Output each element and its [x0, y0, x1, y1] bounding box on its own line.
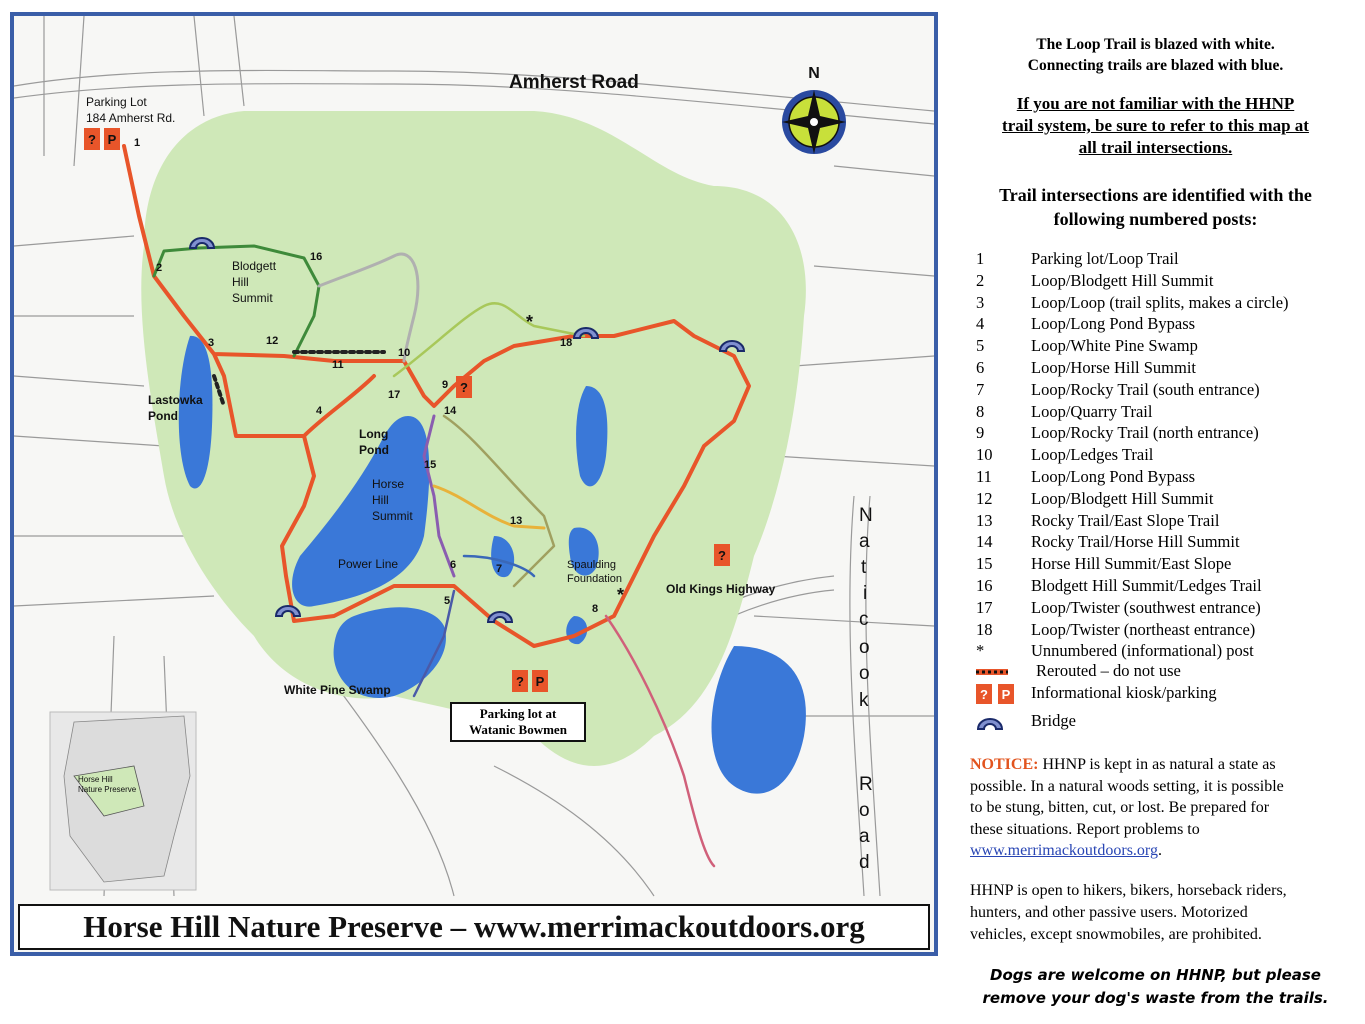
post-item: 14 Rocky Trail/Horse Hill Summit [976, 532, 1240, 552]
inset-label-2: Nature Preserve [78, 785, 137, 794]
spaulding-label-2: Foundation [567, 573, 623, 585]
svg-text:i: i [863, 583, 868, 604]
post-item: 10 Loop/Ledges Trail [976, 445, 1154, 465]
spaulding-label-1: Spaulding [567, 559, 616, 571]
svg-text:c: c [859, 609, 869, 630]
old-kings-highway-label: Old Kings Highway [666, 582, 776, 596]
inset-label-1: Horse Hill [78, 775, 113, 784]
legend-panel: The Loop Trail is blazed with white. Connecting trails are blazed with blue. If you are not familiar with the HHNP trail system, be sure to refer to this map at all trail intersections. Trail intersections are identified with the following numbered posts: 1 Parking lot/Loop Trail 2 Loop/Blodgett Hill Summit 3 Loop/Loop (trail splits, makes a circle) 4 Loop/Long Pond Bypass 5 Loop/White Pine Swamp 6 Loop/Horse Hill Summit 7 Loop/Rocky Trail (south entrance) 8 Loop/Quarry Trail 9 Loop/Rocky Trail (north entrance) 10 Loop/Ledges Trail 11 Loop/Long Pond Bypass 12 Loop/Blodgett Hill Summit 13 Rocky Trail/East Slope Trail 14 Rocky Trail/Horse Hill Summit 15 Horse Hill Summit/East Slope 16 Blodgett Hill Summit/Ledges Trail 17 Loop/Twister (southwest entrance) 18 Loop/Twister (northeast entrance) * Unnumbered (informational) post Rerouted – do not use ? P Informational kiosk/parking Bridge NOTICE: HHNP is kept in as natural a state as possible. In a natural woods setting, it is possible to be stung, bitten, cut, or lost. Be prepared for these situations. Report problems to www.merrimackoutdoors.org. HHNP is open to hikers, bikers, horseback riders, hunters, and other passive users. Motorized vehicles, except snowmobiles, are prohibited. Dogs are welcome on HHNP, but please remove your dog's waste from the trails. [946, 0, 1365, 1024]
post-item: 12 Loop/Blodgett Hill Summit [976, 488, 1214, 508]
trail-map [10, 12, 938, 956]
lastowka-label-2: Pond [148, 409, 178, 423]
post-item: 4 Loop/Long Pond Bypass [976, 314, 1196, 334]
post-item: 17 Loop/Twister (southwest entrance) [976, 597, 1261, 617]
compass-north-label: N [808, 65, 820, 82]
post-item: 16 Blodgett Hill Summit/Ledges Trail [976, 575, 1262, 595]
blaze-note: The Loop Trail is blazed with white. Connecting trails are blazed with blue. [1027, 36, 1284, 74]
post-item: 15 Horse Hill Summit/East Slope [976, 554, 1232, 574]
post-marker-2: 2 [156, 262, 163, 274]
svg-text:*: * [526, 312, 534, 332]
svg-text:?: ? [980, 687, 988, 702]
post-marker-7: 7 [496, 563, 503, 575]
blodgett-label-3: Summit [232, 291, 273, 305]
post-item: 13 Rocky Trail/East Slope Trail [976, 510, 1220, 530]
watanic-parking-label: Parking lot at Watanic Bowmen [450, 702, 586, 742]
website-link[interactable]: www.merrimackoutdoors.org [970, 842, 1158, 859]
post-marker-6: 6 [450, 559, 457, 571]
white-pine-swamp-label: White Pine Swamp [284, 683, 391, 697]
svg-text:?: ? [516, 674, 524, 689]
post-marker-17: 17 [388, 389, 401, 401]
post-item: 9 Loop/Rocky Trail (north entrance) [976, 423, 1259, 443]
post-marker-10: 10 [398, 347, 411, 359]
long-pond-label-1: Long [359, 427, 389, 441]
horse-hill-label-2: Hill [372, 493, 389, 507]
kiosk-center [456, 376, 472, 398]
svg-text:*: * [617, 585, 625, 605]
rerouted-swatch [976, 667, 1016, 679]
bridge-icon [976, 713, 1008, 733]
map-footer-title: Horse Hill Nature Preserve – www.merrimackoutdoors.org [18, 904, 930, 950]
horse-hill-label-3: Summit [372, 509, 413, 523]
southeast-pond [712, 646, 806, 794]
kiosk-old-kings [714, 544, 730, 566]
post-marker-18: 18 [560, 337, 573, 349]
post-item: 7 Loop/Rocky Trail (south entrance) [976, 379, 1260, 399]
svg-text:k: k [859, 690, 869, 711]
svg-text:d: d [859, 852, 870, 873]
blodgett-label-1: Blodgett [232, 259, 277, 273]
svg-text:o: o [859, 637, 870, 658]
posts-intro: Trail intersections are identified with the following numbered posts: [999, 185, 1312, 229]
parking-lot-address: 184 Amherst Rd. [86, 111, 176, 125]
kiosk-swatch [976, 683, 1024, 705]
post-marker-8: 8 [592, 603, 599, 615]
post-item: 3 Loop/Loop (trail splits, makes a circle) [976, 292, 1289, 312]
post-marker-13: 13 [510, 515, 523, 527]
blodgett-label-2: Hill [232, 275, 249, 289]
svg-text:t: t [861, 557, 867, 578]
post-marker-11: 11 [332, 359, 344, 371]
svg-text:P: P [535, 674, 545, 689]
post-marker-4: 4 [316, 405, 323, 417]
usage-note: HHNP is open to hikers, bikers, horseback riders, hunters, and other passive users. Motorized vehicles, except snowmobiles, are prohibited. [970, 882, 1287, 943]
post-item: 1 Parking lot/Loop Trail [976, 249, 1179, 268]
power-line-label: Power Line [338, 557, 399, 571]
svg-text:N: N [859, 505, 873, 526]
post-marker-16: 16 [310, 251, 323, 263]
long-pond-label-2: Pond [359, 443, 389, 457]
preserve-woods [141, 111, 806, 766]
svg-text:P: P [107, 132, 117, 147]
post-marker-5: 5 [444, 595, 451, 607]
parking-lot-label: Parking Lot [86, 95, 147, 109]
svg-text:a: a [859, 826, 870, 847]
svg-text:P: P [1001, 687, 1011, 702]
dogs-note: Dogs are welcome on HHNP, but please remove your dog's waste from the trails. [982, 966, 1329, 1007]
post-marker-3: 3 [208, 337, 215, 349]
svg-text:a: a [859, 531, 870, 552]
horse-hill-label-1: Horse [372, 477, 405, 491]
post-marker-9: 9 [442, 379, 449, 391]
post-marker-15: 15 [424, 459, 437, 471]
amherst-road-label: Amherst Road [509, 72, 639, 93]
compass-rose [782, 65, 846, 154]
lastowka-label-1: Lastowka [148, 393, 203, 407]
post-list [976, 248, 1361, 662]
naticook-road-label [859, 505, 873, 873]
svg-text:?: ? [88, 132, 96, 147]
svg-text:R: R [859, 774, 873, 795]
familiar-warning: If you are not familiar with the HHNP trail system, be sure to refer to this map at all trail intersections. [1002, 94, 1309, 157]
post-item: 6 Loop/Horse Hill Summit [976, 357, 1196, 377]
post-marker-14: 14 [444, 405, 457, 417]
post-marker-1: 1 [134, 137, 141, 149]
post-item: 2 Loop/Blodgett Hill Summit [976, 270, 1214, 290]
svg-text:o: o [859, 800, 870, 821]
svg-text:o: o [859, 663, 870, 684]
post-item: 8 Loop/Quarry Trail [976, 401, 1153, 421]
post-item: 11 Loop/Long Pond Bypass [976, 466, 1196, 486]
svg-text:?: ? [718, 548, 726, 563]
post-item: 18 Loop/Twister (northeast entrance) [976, 619, 1256, 639]
kiosk-amherst [84, 128, 120, 150]
map-canvas [14, 16, 934, 952]
post-marker-12: 12 [266, 335, 279, 347]
post-item: * Unnumbered (informational) post [976, 641, 1254, 661]
locator-inset [50, 712, 196, 890]
post-item: 5 Loop/White Pine Swamp [976, 336, 1198, 356]
svg-text:?: ? [460, 380, 468, 395]
notice-text: NOTICE: HHNP is kept in as natural a state as possible. In a natural woods setting, it is possible to be stung, bitten, cut, or lost. Be prepared for these situations. Report problems to www.merrimackoutdoors.org. [970, 756, 1284, 859]
